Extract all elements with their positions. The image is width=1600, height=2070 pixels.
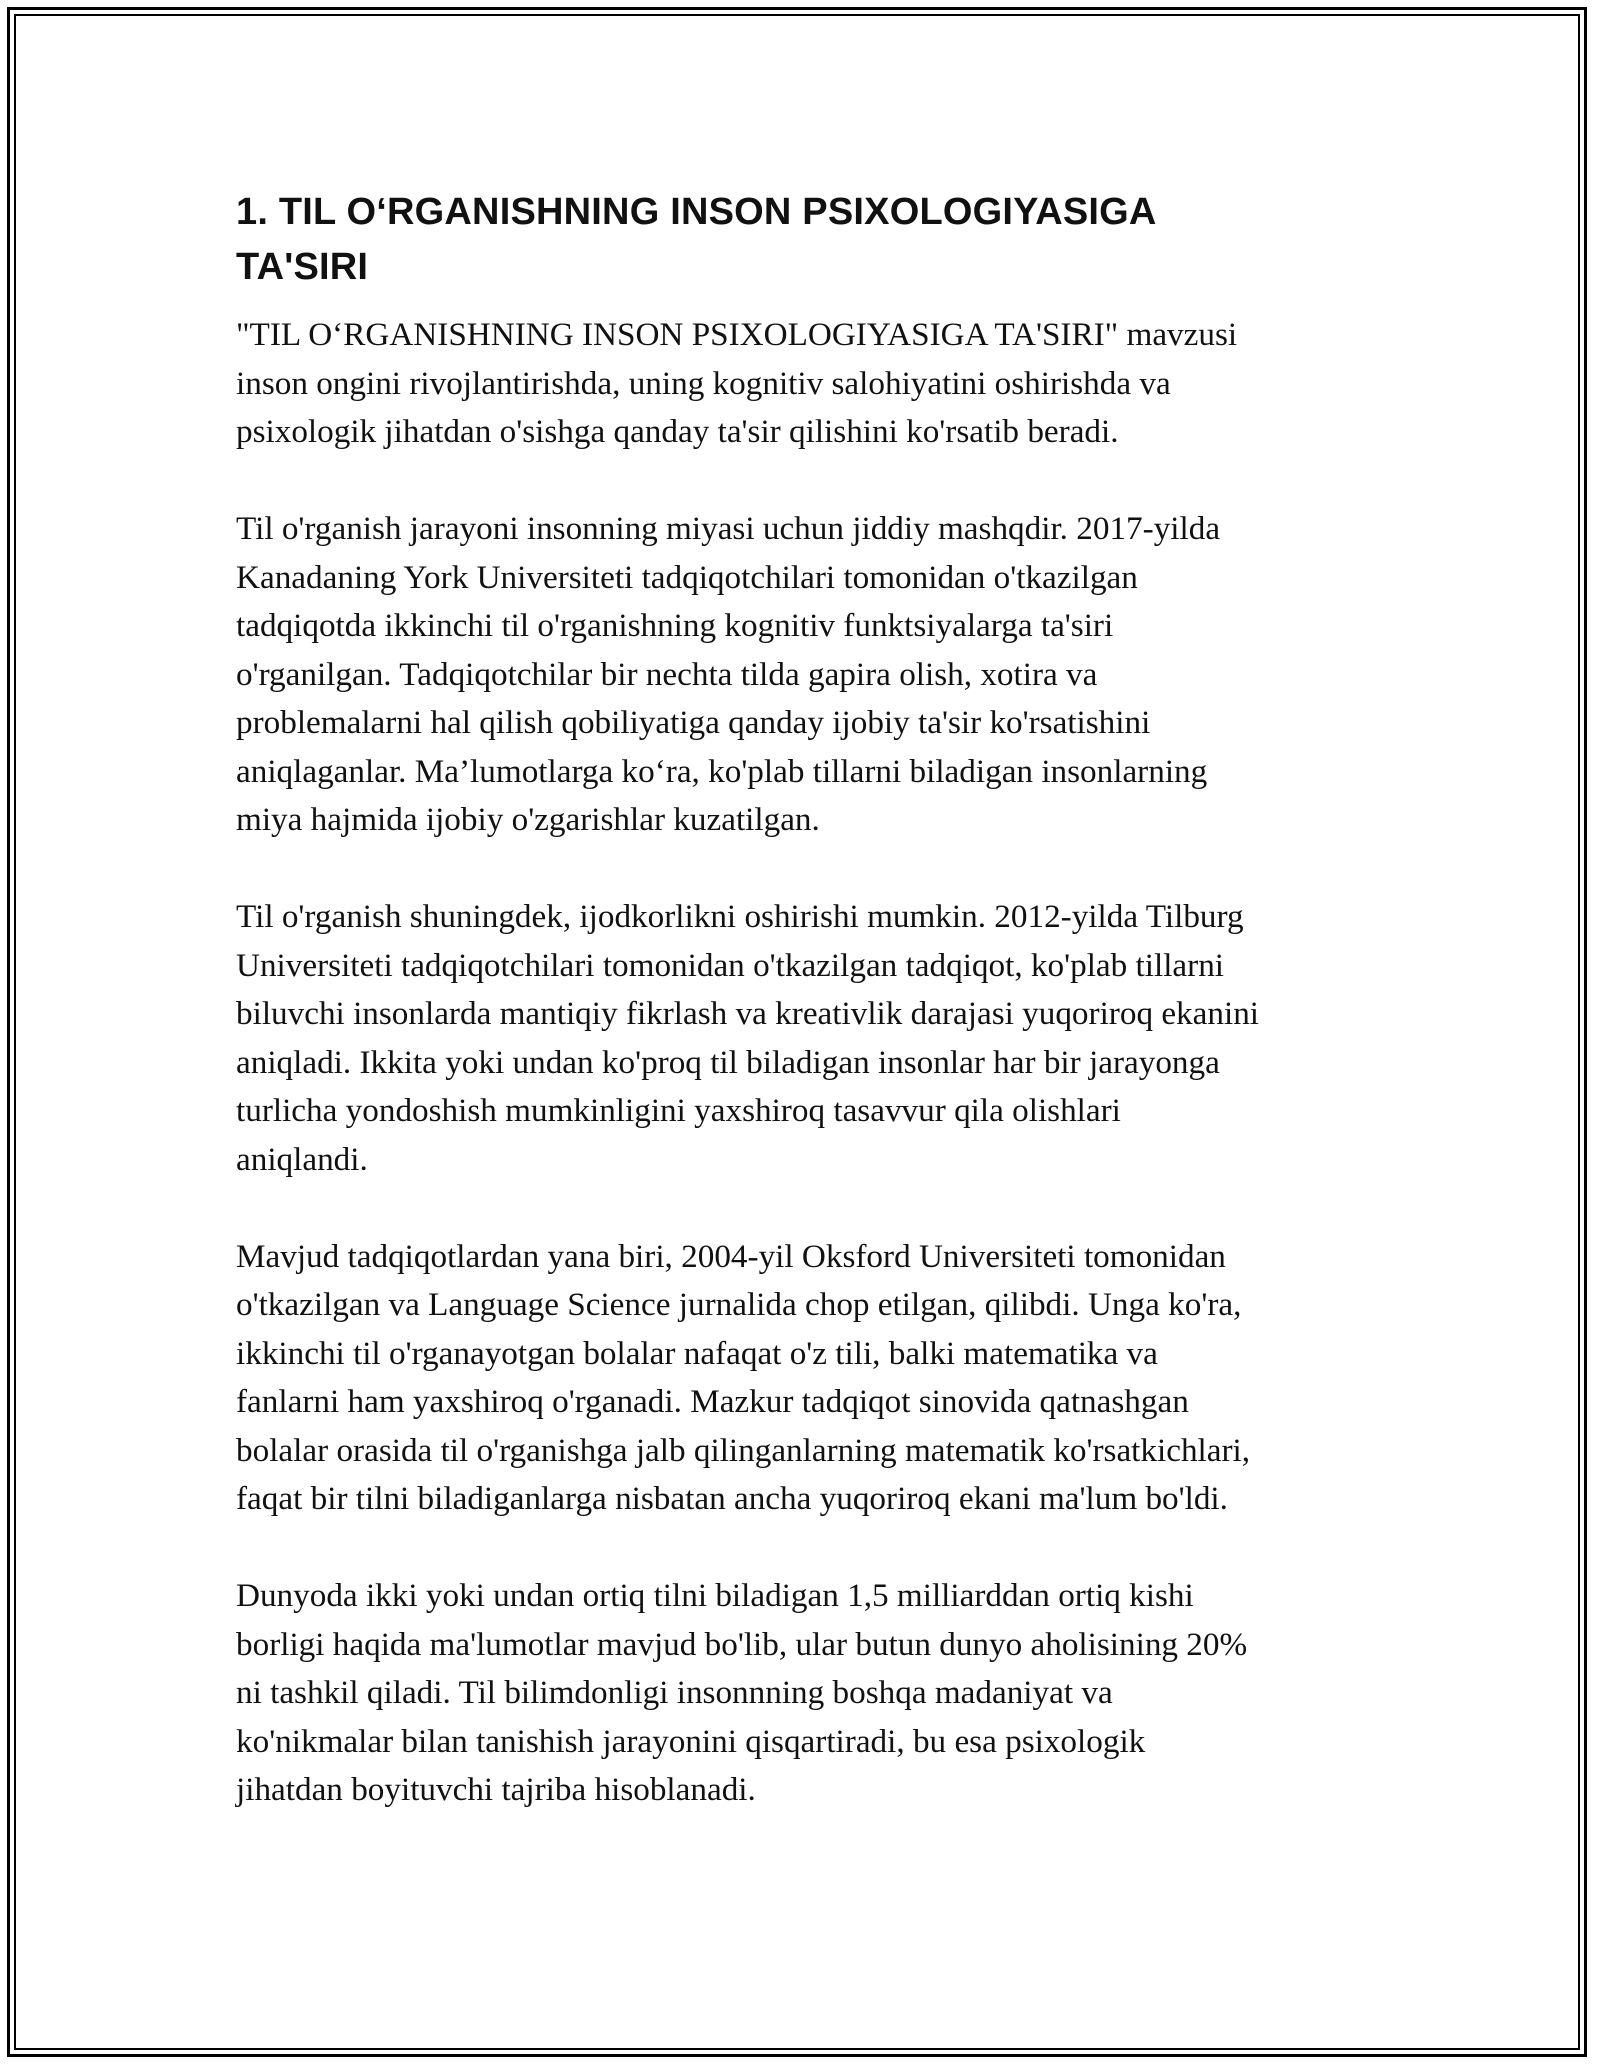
section-heading: 1. TIL O‘RGANISHNING INSON PSIXOLOGIYASIGA TA'SIRI: [236, 191, 1157, 288]
paragraph-intro: "TIL O‘RGANISHNING INSON PSIXOLOGIYASIGA TA'SIRI" mavzusi inson ongini rivojlantirishda, uning kognitiv salohiyatini oshirishda va psixologik jihatdan o'sishga qanday ta'sir qilishini ko'rsatib beradi.: [236, 316, 1238, 450]
paragraph-world-statistics: Dunyoda ikki yoki undan ortiq tilni biladigan 1,5 milliarddan ortiq kishi borligi haqida ma'lumotlar mavjud bo'lib, ular butun dunyo aholisining 20% ni tashkil qiladi. Til bilimdonligi insonnning boshqa madaniyat va ko'nikmalar bilan tanishish jarayonini qisqartiradi, bu esa psixologik jihatdan boyituvchi tajriba hisoblanadi.: [236, 1577, 1248, 1808]
paragraph-tilburg-study: Til o'rganish shuningdek, ijodkorlikni oshirishi mumkin. 2012-yilda Tilburg Universiteti tadqiqotchilari tomonidan o'tkazilgan tadqiqot, ko'plab tillarni biluvchi insonlarda mantiqiy fikrlash va kreativlik darajasi yuqoriroq ekanini aniqladi. Ikkita yoki undan ko'proq til biladigan insonlar har bir jarayonga turlicha yondoshish mumkinligini yaxshiroq tasavvur qila olishlari aniqlandi.: [236, 898, 1260, 1178]
paragraph-oxford-study: Mavjud tadqiqotlardan yana biri, 2004-yil Oksford Universiteti tomonidan o'tkazilgan va Language Science jurnalida chop etilgan, qilibdi. Unga ko'ra, ikkinchi til o'rganayotgan bolalar nafaqat o'z tili, balki matematika va fanlarni ham yaxshiroq o'rganadi. Mazkur tadqiqot sinovida qatnashgan bolalar orasida til o'rganishga jalb qilinganlarning matematik ko'rsatkichlari, faqat bir tilni biladiganlarga nisbatan ancha yuqoriroq ekani ma'lum bo'ldi.: [236, 1237, 1251, 1517]
paragraph-york-study: Til o'rganish jarayoni insonning miyasi uchun jiddiy mashqdir. 2017-yilda Kanadaning York Universiteti tadqiqotchilari tomonidan o'tkazilgan tadqiqotda ikkinchi til o'rganishning kognitiv funktsiyalarga ta'siri o'rganilgan. Tadqiqotchilar bir nechta tilda gapira olish, xotira va problemalarni hal qilish qobiliyatiga qanday ijobiy ta'sir ko'rsatishini aniqlaganlar. Ma’lumotlarga ko‘ra, ko'plab tillarni biladigan insonlarning miya hajmida ijobiy o'zgarishlar kuzatilgan.: [236, 510, 1221, 838]
document-body: [236, 185, 1386, 1815]
